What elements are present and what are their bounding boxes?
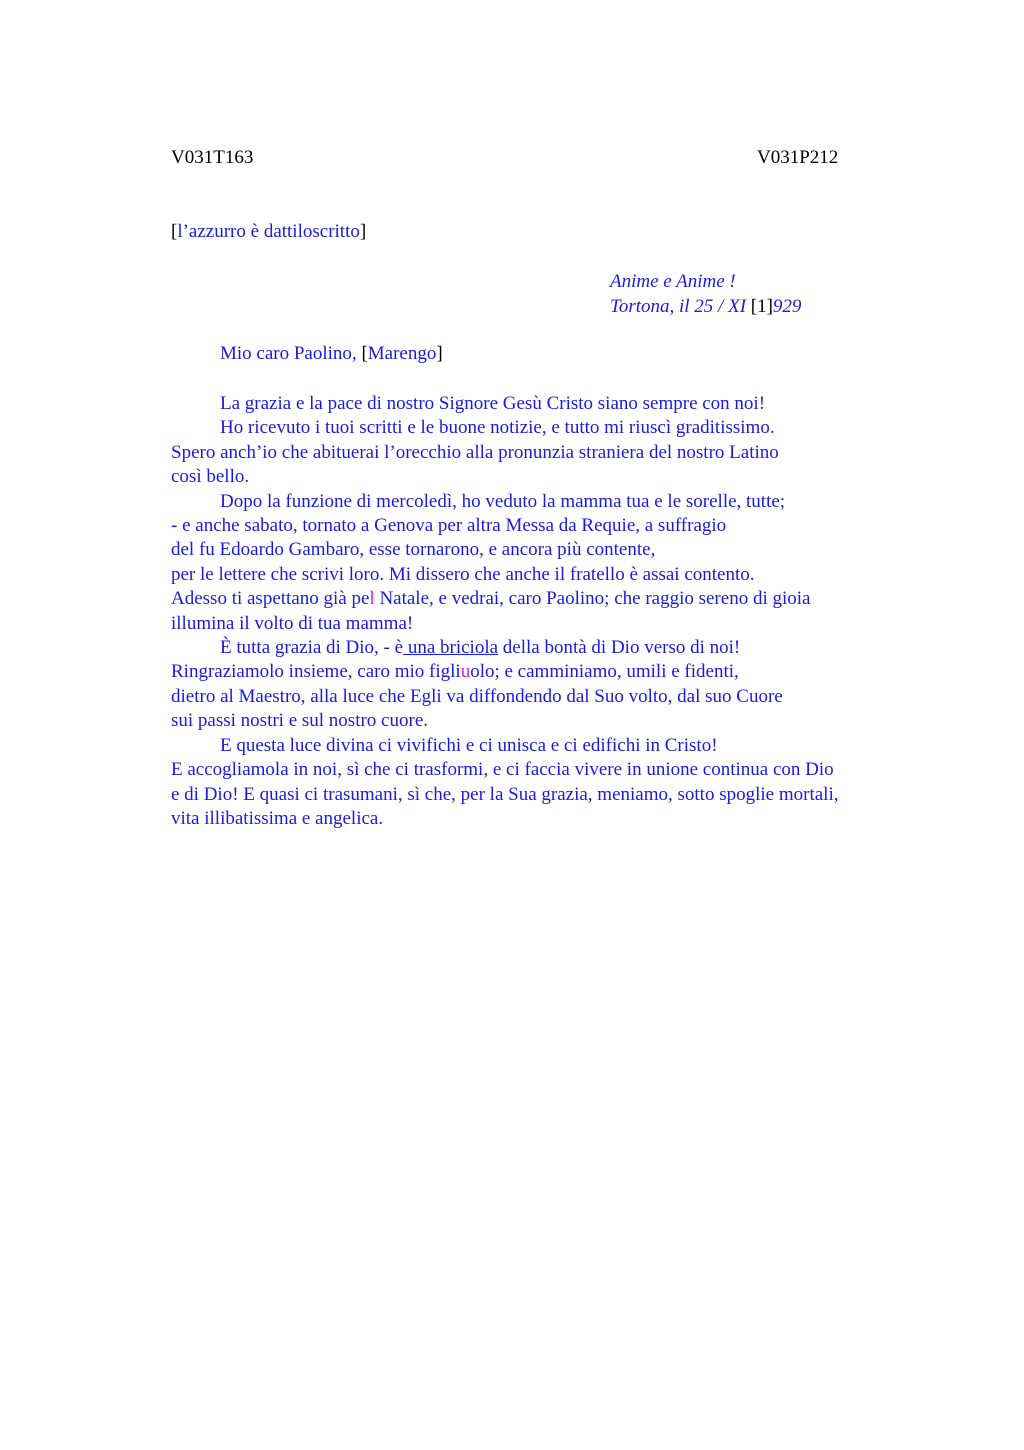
handwritten-correction: u [460, 661, 471, 683]
dateline [610, 270, 801, 319]
body-line: illumina il volto di tua mamma! [171, 612, 414, 634]
note-bracket-open: [ [171, 221, 178, 242]
body-line: La grazia e la pace di nostro Signore Gesù Cristo siano sempre con noi! [220, 393, 766, 414]
body-line: del fu Edoardo Gambaro, esse tornarono, e ancora più contente, [171, 539, 656, 561]
body-line: - e anche sabato, tornato a Genova per altra Messa da Requie, a suffragio [171, 515, 727, 537]
body-line: Adesso ti aspettano già pel Natale, e vedrai, caro Paolino; che raggio sereno di gioia [171, 588, 811, 610]
note-bracket-close: ] [359, 221, 367, 242]
body-line: È tutta grazia di Dio, - è una briciola della bontà di Dio verso di noi! [220, 637, 741, 659]
body-line: e di Dio! E quasi ci trasumani, sì che, per la Sua grazia, meniamo, sotto spoglie mortali, [171, 783, 839, 805]
body-line: E questa luce divina ci vivifichi e ci unisca e ci edifichi in Cristo! [220, 734, 718, 756]
date-editorial-insert: [1] [750, 295, 773, 317]
body-line: Dopo la funzione di mercoledì, ho veduto la mamma tua e le sorelle, tutte; [220, 490, 786, 512]
underlined-phrase: una briciola [403, 637, 499, 659]
editorial-note [171, 221, 366, 243]
body-line: E accogliamola in noi, sì che ci trasformi, e ci faccia vivere in unione continua con Dio [171, 759, 834, 781]
dateline-motto: Anime e Anime ! [610, 271, 736, 292]
note-text: l’azzurro è dattiloscritto [177, 221, 360, 242]
handwritten-correction: l [369, 588, 375, 610]
recipient-surname: Marengo [367, 343, 437, 364]
body-line: Ringraziamolo insieme, caro mio figliuolo; e camminiamo, umili e fidenti, [171, 661, 739, 683]
document-code-right: V031P212 [757, 147, 839, 168]
body-line: per le lettere che scrivi loro. Mi dissero che anche il fratello è assai contento. [171, 563, 755, 585]
salutation: Mio caro Paolino, [Marengo] [220, 343, 443, 364]
body-line: vita illibatissima e angelica. [171, 807, 384, 829]
document-code-left: V031T163 [171, 147, 254, 168]
body-line: dietro al Maestro, alla luce che Egli va diffondendo dal Suo volto, dal suo Cuore [171, 685, 783, 707]
body-line: sui passi nostri e sul nostro cuore. [171, 710, 429, 732]
body-line: Ho ricevuto i tuoi scritti e le buone notizie, e tutto mi riuscì graditissimo. [220, 417, 775, 439]
letter-body [171, 392, 911, 831]
body-line: Spero anch’io che abituerai l’orecchio alla pronunzia straniera del nostro Latino [171, 441, 779, 463]
dateline-place-date: Tortona, il 25 / XI [1]929 [610, 295, 802, 317]
body-line: così bello. [171, 466, 250, 488]
